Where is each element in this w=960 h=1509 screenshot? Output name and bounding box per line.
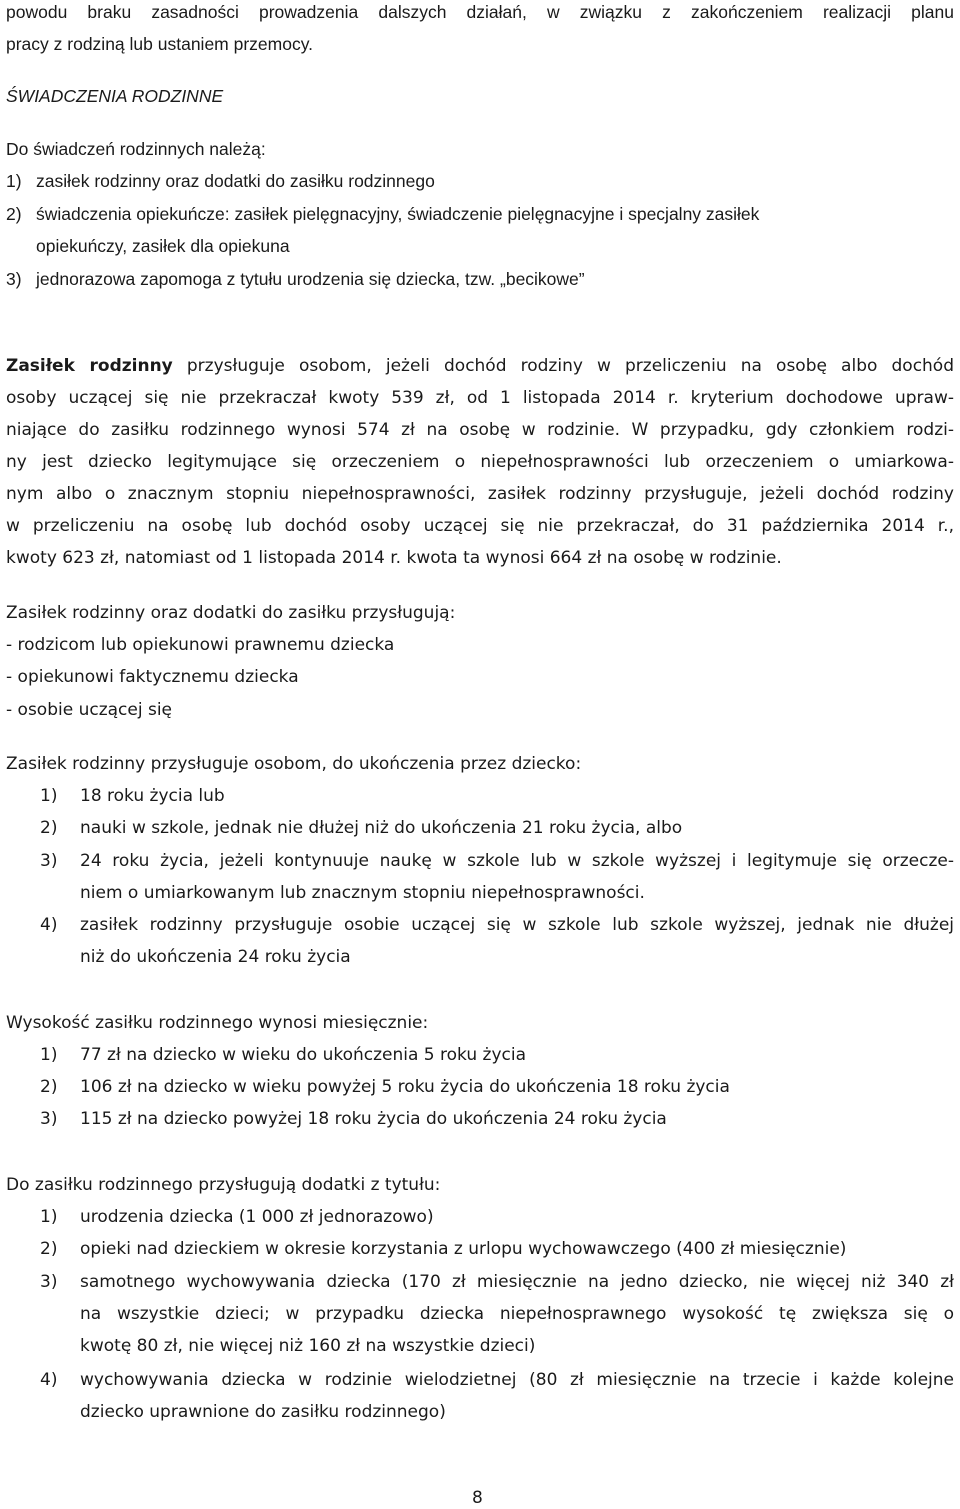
list-text: urodzenia dziecka (1 000 zł jednorazowo) [80,1207,434,1227]
supplements-lead: Do zasiłku rodzinnego przysługują dodatki z tytułu: [6,1175,441,1195]
list-number: 4) [40,915,58,935]
bold-term: Zasiłek rodzinny [6,356,173,376]
paragraph-text: przysługuje osobom, jeżeli dochód rodziny w przeliczeniu na osobę albo dochód [172,356,955,376]
intro-line: pracy z rodziną lub ustaniem przemocy. [6,34,314,54]
list-text: wychowywania dziecka w rodzinie wielodzietnej (80 zł miesięcznie na trzecie i każde kolejne [80,1370,954,1390]
list-item: - rodzicom lub opiekunowi prawnemu dziecka [6,635,395,655]
list-text: 77 zł na dziecko w wieku do ukończenia 5 roku życia [80,1045,527,1065]
list-text: na wszystkie dzieci; w przypadku dziecka niepełnosprawnego wysokość tę zwiększa się o [80,1304,954,1324]
list-text: dziecko uprawnione do zasiłku rodzinnego) [80,1402,446,1422]
list-number: 1) [40,786,58,806]
list-text: niż do ukończenia 24 roku życia [80,947,351,967]
list-text: 106 zł na dziecko w wieku powyżej 5 roku życia do ukończenia 18 roku życia [80,1077,730,1097]
list-text: zasiłek rodzinny oraz dodatki do zasiłku rodzinnego [36,171,435,191]
paragraph-line [6,356,954,376]
list-item: - opiekunowi faktycznemu dziecka [6,667,299,687]
list-text: opiekuńczy, zasiłek dla opiekuna [36,236,290,256]
list-number: 3) [40,1272,58,1292]
page-number: 8 [472,1488,483,1508]
section-heading: ŚWIADCZENIA RODZINNE [6,86,224,106]
paragraph-line: w przeliczeniu na osobę lub dochód osoby uczącej się nie przekraczał, do 31 października 2014 r., [6,516,954,536]
intro-line: powodu braku zasadności prowadzenia dalszych działań, w związku z zakończeniem realizacji planu [6,2,954,22]
list-text: 115 zł na dziecko powyżej 18 roku życia do ukończenia 24 roku życia [80,1109,667,1129]
list-text: nauki w szkole, jednak nie dłużej niż do ukończenia 21 roku życia, albo [80,818,683,838]
paragraph-line: kwoty 623 zł, natomiast od 1 listopada 2014 r. kwota ta wynosi 664 zł na osobę w rodzinie. [6,548,782,568]
paragraph-line: nym albo o znacznym stopniu niepełnosprawności, zasiłek rodzinny przysługuje, jeżeli dochód rodziny [6,484,954,504]
list-number: 2) [40,818,58,838]
age-limits-lead: Zasiłek rodzinny przysługuje osobom, do ukończenia przez dziecko: [6,754,582,774]
list-number: 3) [40,851,58,871]
list-text: niem o umiarkowanym lub znacznym stopniu niepełnosprawności. [80,883,645,903]
list-text: samotnego wychowywania dziecka (170 zł miesięcznie na jedno dziecko, nie więcej niż 340 zł [80,1272,954,1292]
list-number: 2) [40,1239,58,1259]
list-number: 2) [40,1077,58,1097]
paragraph-line: osoby uczącej się nie przekraczał kwoty 539 zł, od 1 listopada 2014 r. kryterium dochodowe upraw- [6,388,954,408]
types-lead: Do świadczeń rodzinnych należą: [6,139,266,159]
list-number: 4) [40,1370,58,1390]
list-text: kwotę 80 zł, nie więcej niż 160 zł na wszystkie dzieci) [80,1336,536,1356]
list-number: 1) [40,1045,58,1065]
list-number: 2) [6,204,22,224]
list-item: - osobie uczącej się [6,700,173,720]
paragraph-line: niające do zasiłku rodzinnego wynosi 574 zł na osobę w rodzinie. W przypadku, gdy członkiem rodzi- [6,420,954,440]
list-number: 3) [6,269,22,289]
amounts-lead: Wysokość zasiłku rodzinnego wynosi miesięcznie: [6,1013,429,1033]
list-text: zasiłek rodzinny przysługuje osobie uczącej się w szkole lub szkole wyższej, jednak nie dłużej [80,915,954,935]
list-text: opieki nad dzieckiem w okresie korzystania z urlopu wychowawczego (400 zł miesięcznie) [80,1239,847,1259]
list-text: świadczenia opiekuńcze: zasiłek pielęgnacyjny, świadczenie pielęgnacyjne i specjalny zasiłek [36,204,760,224]
list-number: 1) [6,171,22,191]
paragraph-line: ny jest dziecko legitymujące się orzeczeniem o niepełnosprawności lub orzeczeniem o umiarkowa- [6,452,954,472]
list-number: 3) [40,1109,58,1129]
list-text: jednorazowa zapomoga z tytułu urodzenia się dziecka, tzw. „becikowe” [36,269,585,289]
list-text: 18 roku życia lub [80,786,225,806]
list-number: 1) [40,1207,58,1227]
list-text: 24 roku życia, jeżeli kontynuuje naukę w szkole lub w szkole wyższej i legitymuje się orzecze- [80,851,954,871]
recipients-lead: Zasiłek rodzinny oraz dodatki do zasiłku przysługują: [6,603,456,623]
